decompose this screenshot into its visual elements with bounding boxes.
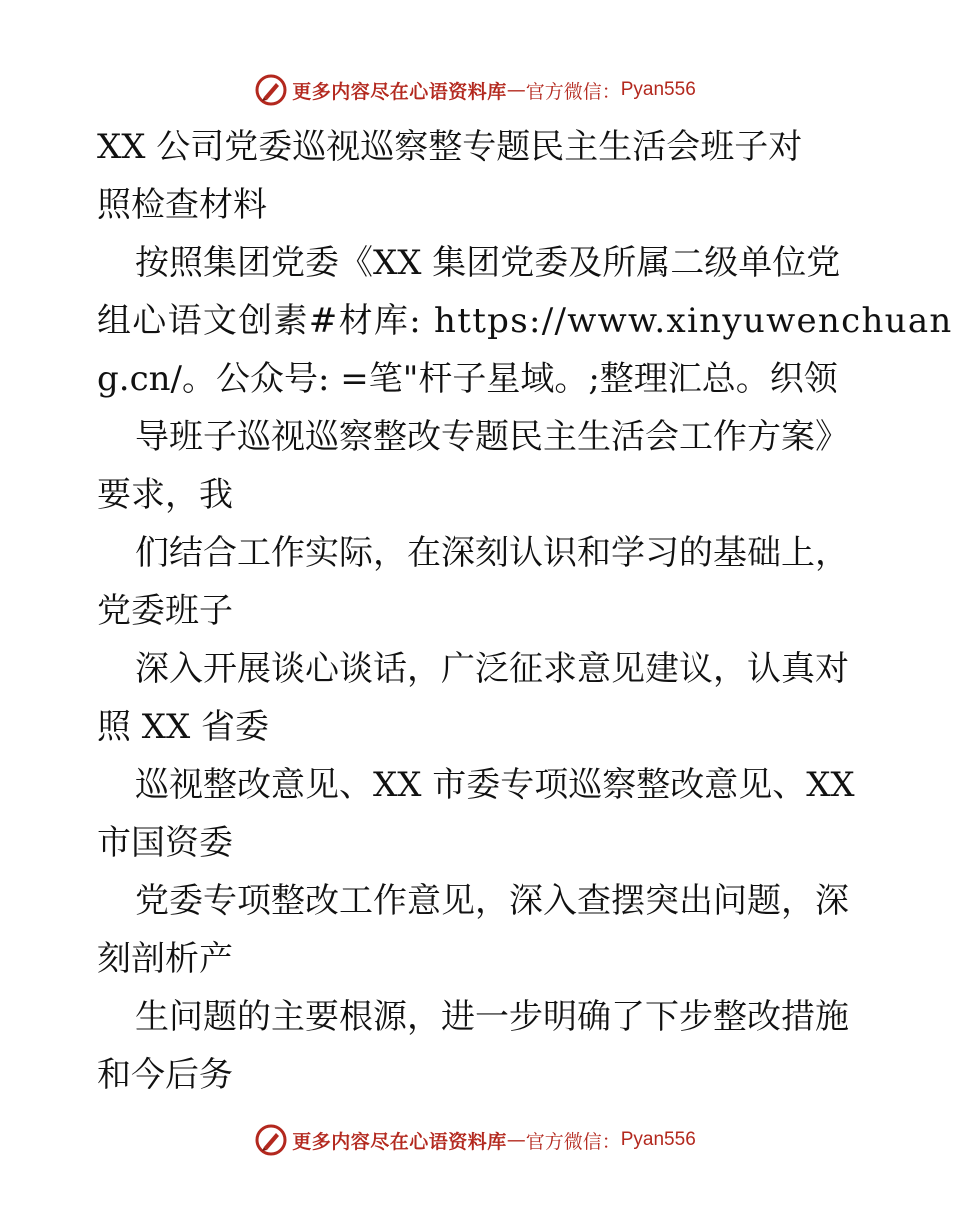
body-line: g.cn/。公众号: =笔"杆子星域。;整理汇总。织领 <box>97 359 838 399</box>
body-line: 党委专项整改工作意见，深入查摆突出问题，深 <box>135 881 849 921</box>
banner-main-text: 更多内容尽在心语资料库 <box>292 1130 507 1153</box>
pen-logo-icon <box>254 1123 288 1157</box>
title-line-2: 照检查材料 <box>97 185 267 225</box>
body-line: 刻剖析产 <box>97 939 233 979</box>
body-line: 深入开展谈心谈话，广泛征求意见建议，认真对 <box>135 649 849 689</box>
body-line: 市国资委 <box>97 823 233 863</box>
header-watermark-banner <box>0 70 950 110</box>
pen-logo-icon <box>254 73 288 107</box>
body-line: 照 XX 省委 <box>97 707 270 747</box>
footer-watermark-banner <box>0 1120 950 1160</box>
banner-wechat-id: Pyan556 <box>620 1129 696 1150</box>
banner-wechat-label: 官方微信： <box>525 80 621 103</box>
banner-separator: — <box>506 1129 526 1151</box>
body-line: 组心语文创素#材库: https://www.xinyuwenchuan <box>97 301 953 341</box>
body-line: 按照集团党委《XX 集团党委及所属二级单位党 <box>135 243 841 283</box>
body-line: 和今后务 <box>97 1055 233 1095</box>
body-line: 党委班子 <box>97 591 233 631</box>
banner-wechat-id: Pyan556 <box>620 79 696 100</box>
body-line: 导班子巡视巡察整改专题民主生活会工作方案》 <box>135 417 849 457</box>
title-line-1: XX 公司党委巡视巡察整专题民主生活会班子对 <box>97 127 803 167</box>
body-line: 生问题的主要根源，进一步明确了下步整改措施 <box>135 997 849 1037</box>
body-line: 巡视整改意见、XX 市委专项巡察整改意见、XX <box>135 765 855 805</box>
document-body <box>97 118 953 1104</box>
body-line: 要求，我 <box>97 475 233 515</box>
banner-separator: — <box>506 79 526 101</box>
banner-main-text: 更多内容尽在心语资料库 <box>292 80 507 103</box>
body-line: 们结合工作实际，在深刻认识和学习的基础上， <box>135 533 849 573</box>
banner-wechat-label: 官方微信： <box>525 1130 621 1153</box>
